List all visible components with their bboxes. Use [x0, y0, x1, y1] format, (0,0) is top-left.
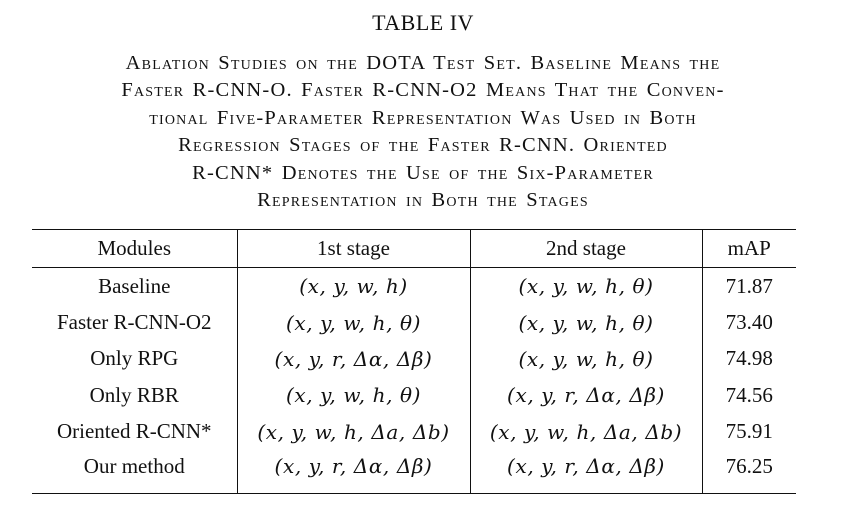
stage1-cell: (x, y, w, h, θ)	[237, 377, 470, 413]
module-cell: Faster R-CNN-O2	[32, 304, 237, 340]
stage2-cell: (x, y, r, Δα, Δβ)	[470, 450, 702, 494]
table-number: TABLE IV	[372, 10, 474, 35]
caption-line: Representation in Both the Stages	[257, 189, 589, 212]
stage2-cell: (x, y, r, Δα, Δβ)	[470, 377, 702, 413]
stage2-cell: (x, y, w, h, Δa, Δb)	[470, 414, 702, 450]
module-cell: Baseline	[32, 268, 237, 305]
module-cell: Only RPG	[32, 341, 237, 377]
stage1-cell: (x, y, w, h, θ)	[237, 304, 470, 340]
module-cell: Only RBR	[32, 377, 237, 413]
table-header-row	[32, 230, 796, 268]
header-1st-stage: 1st stage	[237, 230, 470, 268]
table-row	[32, 414, 796, 450]
map-cell: 71.87	[725, 273, 773, 298]
table-row	[32, 377, 796, 413]
module-cell: Oriented R-CNN*	[32, 414, 237, 450]
table-row	[32, 304, 796, 340]
header-2nd-stage: 2nd stage	[470, 230, 702, 268]
table-row	[32, 341, 796, 377]
stage2-cell: (x, y, w, h, θ)	[470, 304, 702, 340]
stage2-cell: (x, y, w, h, θ)	[470, 341, 702, 377]
header-map: mAP	[702, 230, 796, 268]
module-cell: Our method	[32, 450, 237, 494]
stage1-cell: (x, y, w, h, Δa, Δb)	[237, 414, 470, 450]
caption-line: Regression Stages of the Faster R-CNN. Oriented	[178, 134, 668, 157]
map-cell: 74.56	[725, 382, 773, 407]
caption-line: Ablation Studies on the DOTA Test Set. Baseline Means the	[125, 52, 721, 74]
stage1-cell: (x, y, w, h)	[237, 268, 470, 305]
stage1-cell: (x, y, r, Δα, Δβ)	[237, 450, 470, 494]
map-cell: 76.25	[702, 450, 796, 494]
header-modules: Modules	[32, 230, 237, 268]
caption-line: R-CNN* Denotes the Use of the Six-Parameter	[192, 161, 654, 184]
table-caption	[30, 50, 816, 214]
map-cell: 75.91	[725, 419, 773, 444]
stage2-cell: (x, y, w, h, θ)	[470, 268, 702, 305]
table-row	[32, 450, 796, 494]
map-cell: 73.40	[725, 310, 773, 335]
caption-line: Faster R-CNN-O. Faster R-CNN-O2 Means That the Conven-	[121, 79, 725, 102]
map-cell: 74.98	[725, 346, 773, 371]
stage1-cell: (x, y, r, Δα, Δβ)	[237, 341, 470, 377]
caption-line: tional Five-Parameter Representation Was Used in Both	[149, 106, 697, 129]
ablation-table	[32, 229, 796, 494]
table-row	[32, 268, 796, 305]
